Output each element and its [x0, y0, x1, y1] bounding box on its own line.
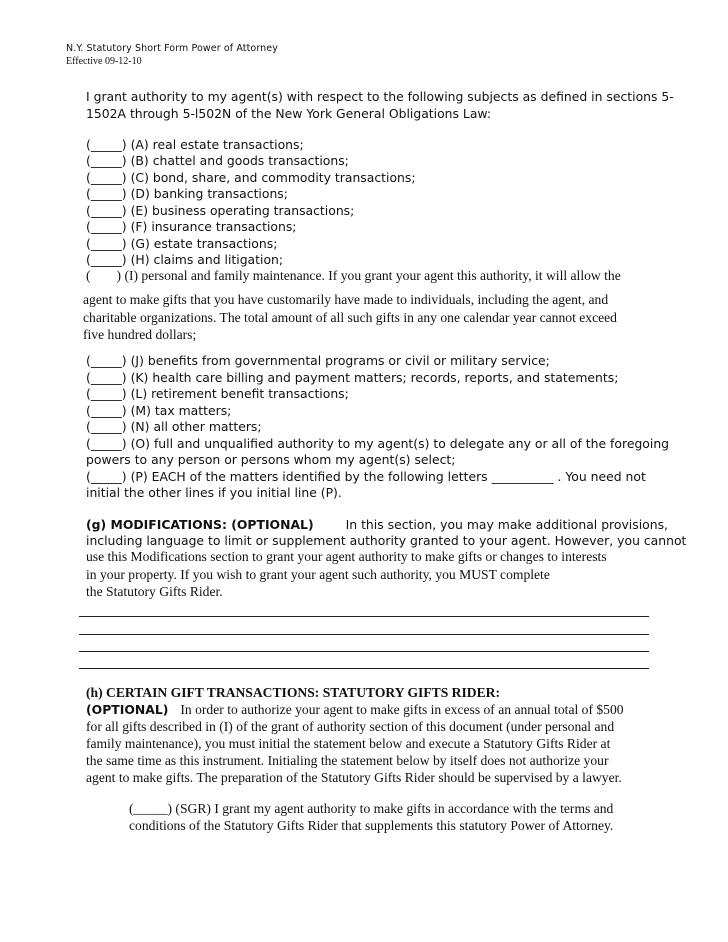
- item-k: (_____) (K) health care billing and payment matters; records, reports, and statements;: [86, 370, 619, 385]
- item-l: (_____) (L) retirement benefit transactions;: [86, 386, 349, 401]
- section-g-text: In this section, you may make additional provisions,: [345, 517, 668, 532]
- item-i-prefix: (: [86, 268, 91, 283]
- item-i-text: ) (I) personal and family maintenance. If you grant your agent this authority, it will allow the: [116, 268, 621, 283]
- item-p-continuation: initial the other lines if you initial line (P).: [86, 485, 342, 500]
- section-h-line: agent to make gifts. The preparation of the Statutory Gifts Rider should be supervised by a lawyer.: [86, 770, 622, 785]
- item-i-continuation: five hundred dollars;: [83, 327, 197, 342]
- section-h-first-line: [86, 702, 624, 718]
- modification-line-3[interactable]: [79, 651, 649, 652]
- section-h-line: for all gifts described in (I) of the grant of authority section of this document (under personal and: [86, 719, 615, 734]
- item-g: (_____) (G) estate transactions;: [86, 236, 278, 251]
- item-e: (_____) (E) business operating transactions;: [86, 203, 355, 218]
- item-j: (_____) (J) benefits from governmental programs or civil or military service;: [86, 353, 550, 368]
- item-i-continuation: charitable organizations. The total amount of all such gifts in any one calendar year cannot exceed: [83, 310, 617, 325]
- item-c: (_____) (C) bond, share, and commodity transactions;: [86, 170, 416, 185]
- item-n: (_____) (N) all other matters;: [86, 419, 262, 434]
- item-h: (_____) (H) claims and litigation;: [86, 252, 284, 267]
- modification-line-2[interactable]: [79, 634, 649, 635]
- section-h-heading: [86, 685, 500, 701]
- section-g-heading: (g) MODIFICATIONS: (OPTIONAL): [86, 517, 314, 532]
- section-h-line: the same time as this instrument. Initialing the statement below by itself does not authorize your: [86, 753, 609, 768]
- section-g-line: use this Modifications section to grant your agent authority to make gifts or changes to interests: [86, 549, 607, 564]
- item-p: (_____) (P) EACH of the matters identified by the following letters __________ . You need not: [86, 469, 646, 484]
- section-h-heading-text: (h) CERTAIN GIFT TRANSACTIONS: STATUTORY GIFTS RIDER:: [86, 685, 500, 700]
- item-m: (_____) (M) tax matters;: [86, 403, 232, 418]
- item-o-continuation: powers to any person or persons whom my agent(s) select;: [86, 452, 456, 467]
- sgr-line: conditions of the Statutory Gifts Rider that supplements this statutory Power of Attorney.: [129, 818, 614, 833]
- optional-label: (OPTIONAL): [86, 702, 169, 717]
- section-h-text: In order to authorize your agent to make gifts in excess of an annual total of $500: [180, 702, 624, 717]
- item-f: (_____) (F) insurance transactions;: [86, 219, 297, 234]
- sgr-line: (_____) (SGR) I grant my agent authority to make gifts in accordance with the terms and: [129, 801, 614, 816]
- intro-line: I grant authority to my agent(s) with respect to the following subjects as defined in sections 5-: [86, 89, 674, 104]
- item-o: (_____) (O) full and unqualified authority to my agent(s) to delegate any or all of the foregoing: [86, 436, 670, 451]
- section-h-line: family maintenance), you must initial the statement below and execute a Statutory Gifts Rider at: [86, 736, 611, 751]
- form-title: N.Y. Statutory Short Form Power of Attorney: [66, 43, 278, 54]
- effective-date: Effective 09-12-10: [66, 56, 142, 67]
- section-g-line: including language to limit or supplement authority granted to your agent. However, you cannot: [86, 533, 687, 548]
- item-d: (_____) (D) banking transactions;: [86, 186, 288, 201]
- item-i-continuation: agent to make gifts that you have customarily have made to individuals, including the agent, and: [83, 292, 609, 307]
- modification-line-4[interactable]: [79, 668, 649, 669]
- modification-line-1[interactable]: [79, 616, 649, 617]
- section-g-line: in your property. If you wish to grant your agent such authority, you MUST complete: [86, 567, 550, 582]
- intro-line: 1502A through 5-l502N of the New York General Obligations Law:: [86, 106, 492, 121]
- item-a: (_____) (A) real estate transactions;: [86, 137, 304, 152]
- section-g-first-line: [86, 517, 668, 532]
- section-g-line: the Statutory Gifts Rider.: [86, 584, 223, 599]
- item-i: [86, 268, 621, 284]
- item-b: (_____) (B) chattel and goods transactions;: [86, 153, 349, 168]
